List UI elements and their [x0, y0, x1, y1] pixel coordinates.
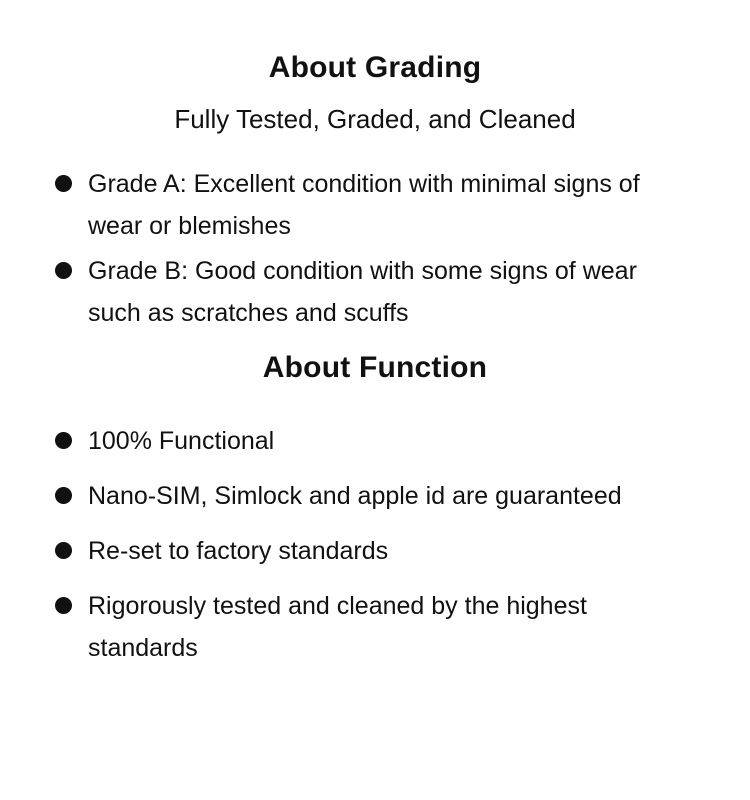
list-item-factory-reset: [55, 530, 750, 572]
list-item-text: Re-set to factory standards: [88, 537, 389, 565]
bullet-icon: [55, 175, 72, 192]
function-bullet-list: [0, 420, 750, 669]
list-item-text: Grade B: Good condition with some signs of wear such as scratches and scuffs: [88, 257, 637, 327]
bullet-icon: [55, 432, 72, 449]
list-item-text: 100% Functional: [88, 427, 275, 455]
bullet-icon: [55, 487, 72, 504]
list-item-grade-a: [55, 163, 750, 247]
grading-section-title: About Grading: [268, 51, 482, 84]
list-item-functional: [55, 420, 750, 462]
list-item-sim-guarantee: [55, 475, 750, 517]
grading-bullet-list: [0, 163, 750, 334]
grading-subtitle: Fully Tested, Graded, and Cleaned: [174, 104, 576, 134]
bullet-icon: [55, 597, 72, 614]
product-description-page: [0, 50, 750, 800]
list-item-text: Rigorously tested and cleaned by the highest standards: [88, 592, 587, 662]
list-item-tested-cleaned: [55, 585, 750, 669]
list-item-text: Nano-SIM, Simlock and apple id are guaranteed: [88, 482, 622, 510]
function-section-title: About Function: [262, 351, 488, 384]
list-item-grade-b: [55, 250, 750, 334]
bullet-icon: [55, 262, 72, 279]
bullet-icon: [55, 542, 72, 559]
list-item-text: Grade A: Excellent condition with minimal signs of wear or blemishes: [88, 170, 640, 240]
